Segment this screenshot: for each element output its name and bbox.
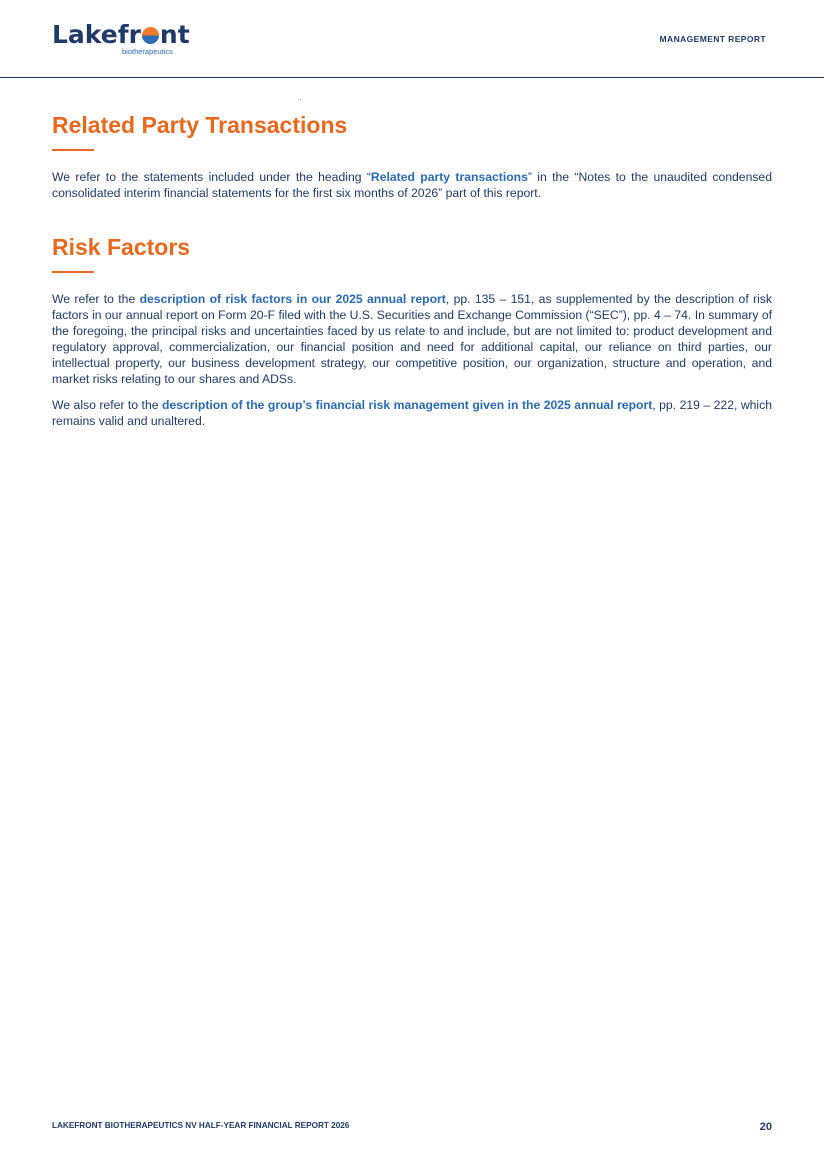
title-accent-bar <box>52 149 94 151</box>
company-logo <box>52 20 202 60</box>
highlighted-reference: description of risk factors in our 2025 annual report <box>139 292 446 306</box>
highlighted-reference: Related party transactions <box>370 170 528 184</box>
section-related-party <box>52 111 772 201</box>
paragraph: We refer to the description of risk factors in our 2025 annual report, pp. 135 – 151, as supplemented by the description of risk factors in our annual report on Form 20-F filed with the U.S. Securities and Exchange Commission (“SEC”), pp. 4 – 74. In summary of the foregoing, the principal risks and uncertainties faced by us relate to and include, but are not limited to: product development and regulatory approval, commercialization, our financial position and need for additional capital, our reliance on third parties, our intellectual property, our business development strategy, our competitive position, our organization, structure and operation, and market risks relating to our shares and ADSs. <box>52 292 772 386</box>
paragraph: We refer to the statements included under the heading “Related party transactions” in the “Notes to the unaudited condensed consolidated interim financial statements for the first six months of 2026” part of this report. <box>52 170 772 200</box>
section-title: Related Party Transactions <box>52 112 348 138</box>
header-divider <box>0 77 824 78</box>
logo-wordmark: Lakefr nt <box>52 20 190 49</box>
logo-subtitle: biotherapeutics <box>122 47 173 56</box>
footer-report-title: LAKEFRONT BIOTHERAPEUTICS NV HALF-YEAR FINANCIAL REPORT 2026 <box>52 1121 350 1130</box>
logo-globe-icon <box>142 27 159 44</box>
header-section-label: MANAGEMENT REPORT <box>659 34 766 44</box>
highlighted-reference: description of the group’s financial risk management given in the 2025 annual report <box>161 398 653 412</box>
stray-mark <box>300 99 301 100</box>
section-title: Risk Factors <box>52 234 191 260</box>
title-accent-bar <box>52 271 94 273</box>
page-number: 20 <box>759 1121 772 1133</box>
paragraph: We also refer to the description of the group’s financial risk management given in the 2025 annual report, pp. 219 – 222, which remains valid and unaltered. <box>52 398 772 428</box>
section-risk-factors <box>52 233 772 429</box>
